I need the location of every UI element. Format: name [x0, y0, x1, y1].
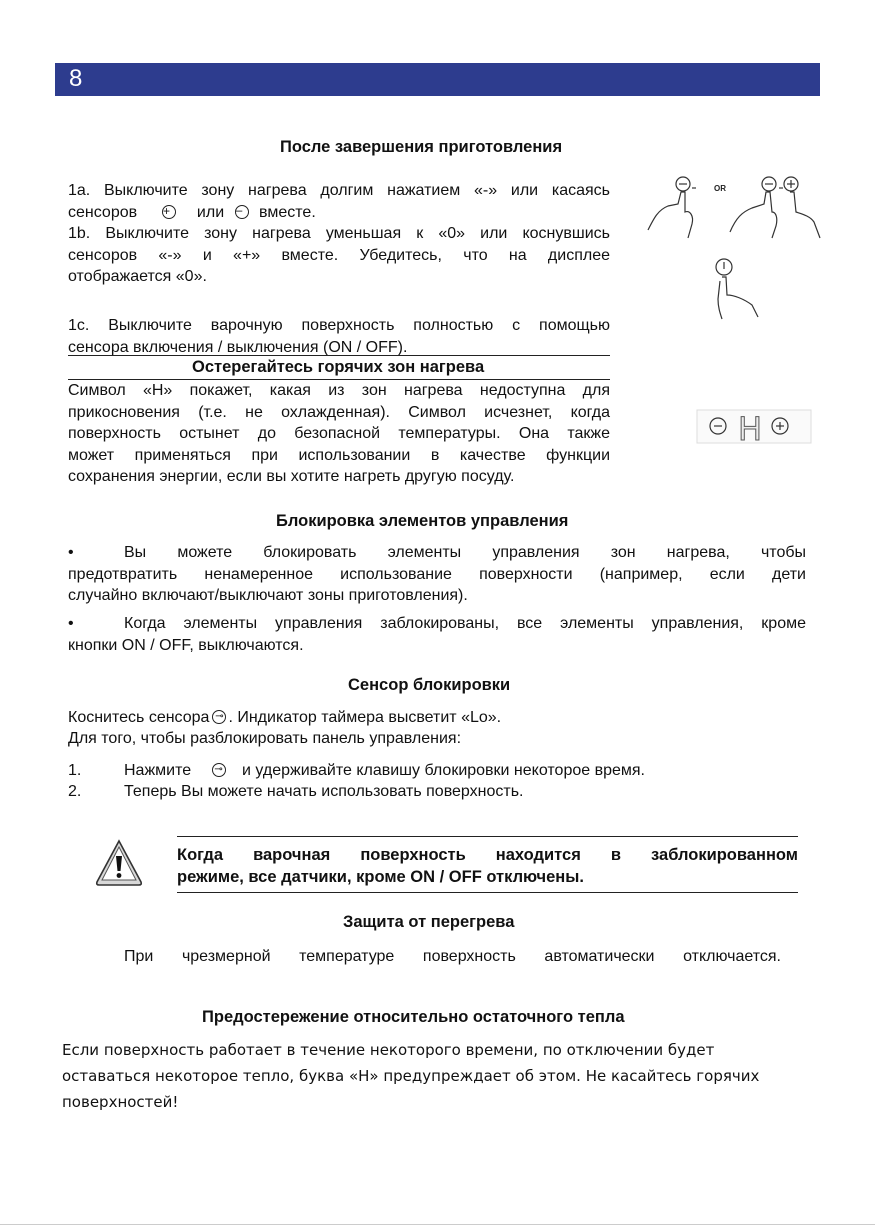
step-1 — [68, 760, 645, 781]
text-line: оставаться некоторое тепло, буква «H» предупреждает об этом. Не касайтесь горячих — [62, 1067, 760, 1085]
text-line: отображается «0». — [68, 268, 207, 285]
section-title-after-cooking: После завершения приготовления — [280, 138, 563, 156]
bullet-item-1 — [68, 542, 806, 607]
text-fragment: и удерживайте клавишу блокировки некоторое время. — [242, 762, 645, 779]
step-number: 2. — [68, 783, 82, 800]
page-number: 8 — [69, 65, 83, 92]
hand-touch-power-figure — [708, 255, 768, 325]
text-line: прикосновения (т.е. не охлажденная). Символ исчезнет, когда — [68, 403, 610, 421]
hand-touch-minus-or-both-figure — [648, 172, 828, 242]
text-line: 1a. Выключите зону нагрева долгим нажатием «-» или касаясь — [68, 182, 610, 199]
paragraph-1c — [68, 315, 610, 358]
text-fragment: вместе. — [259, 203, 316, 221]
paragraph-1a-1b — [68, 180, 610, 288]
step-2 — [68, 781, 524, 802]
text-line: сенсоров «-» и «+» вместе. Убедитесь, что на дисплее — [68, 246, 610, 264]
text-line: 1c. Выключите варочную поверхность полностью с помощью — [68, 317, 610, 334]
step-text — [124, 760, 645, 781]
text-line: Вы можете блокировать элементы управления зон нагрева, чтобы — [124, 544, 806, 561]
paragraph-hot-zones — [68, 380, 610, 488]
key-lock-icon — [212, 763, 226, 777]
text-fragment: . Индикатор таймера высветит «Lo». — [228, 709, 502, 726]
divider — [68, 355, 610, 356]
section-title-residual-heat: Предостережение относительно остаточного тепла — [202, 1008, 625, 1026]
text-line: случайно включают/выключают зоны приготовления). — [68, 587, 468, 604]
section-title-lock: Блокировка элементов управления — [276, 512, 569, 530]
text-line: сенсора включения / выключения (ON / OFF). — [68, 338, 408, 356]
overheat-text — [124, 946, 781, 968]
section-title-lock-sensor: Сенсор блокировки — [348, 676, 511, 694]
divider — [177, 836, 798, 837]
text-line: Символ «H» покажет, какая из зон нагрева недоступна для — [68, 382, 610, 399]
footer-rule — [0, 1224, 875, 1225]
bullet: • — [68, 615, 74, 632]
text-line: 1b. Выключите зону нагрева уменьшая к «0» или коснувшись — [68, 225, 610, 242]
divider — [177, 892, 798, 893]
text-fragment: или — [196, 203, 225, 221]
text-line: поверхность остынет до безопасной температуры. Она также — [68, 425, 610, 442]
text-line — [68, 202, 610, 224]
text-line: поверхностей! — [62, 1093, 179, 1111]
display-letter: H — [738, 410, 763, 448]
step-number: 1. — [68, 762, 82, 779]
warning-text — [177, 844, 798, 888]
text-line: Когда варочная поверхность находится в заблокированном — [177, 846, 798, 864]
minus-sensor-icon — [235, 205, 249, 219]
bullet: • — [68, 544, 74, 561]
text-fragment: Коснитесь сенсора — [68, 709, 210, 726]
bullet-item-2 — [68, 613, 806, 656]
text-fragment: сенсоров — [68, 203, 138, 221]
or-label: OR — [714, 184, 726, 193]
residual-heat-text — [62, 1037, 822, 1115]
text-fragment: Нажмите — [124, 762, 192, 779]
plus-sensor-icon — [162, 205, 176, 219]
section-title-overheat: Защита от перегрева — [343, 913, 515, 931]
text-line: предотвратить ненамеренное использование поверхности (например, если дети — [68, 565, 806, 583]
key-lock-icon — [212, 710, 226, 724]
text-line: Когда элементы управления заблокированы, все элементы управления, кроме — [124, 615, 806, 632]
text-line: кнопки ON / OFF, выключаются. — [68, 636, 304, 654]
text-line: может применяться при использовании в качестве функции — [68, 446, 610, 464]
text-line: сохранения энергии, если вы хотите нагреть другую посуду. — [68, 468, 515, 485]
display-h-figure — [697, 410, 812, 448]
lock-sensor-line-2: Для того, чтобы разблокировать панель управления: — [68, 730, 462, 747]
step-text: Теперь Вы можете начать использовать поверхность. — [124, 783, 524, 800]
page-header-bar — [55, 63, 820, 96]
lock-sensor-line-1 — [68, 707, 501, 728]
warning-triangle-icon — [94, 838, 144, 888]
text-line: Если поверхность работает в течение некоторого времени, по отключении будет — [62, 1041, 715, 1059]
text-line: При чрезмерной температуре поверхность автоматически отключается. — [124, 948, 781, 965]
section-title-hot-zones: Остерегайтесь горячих зон нагрева — [192, 358, 485, 376]
text-line: режиме, все датчики, кроме ON / OFF отключены. — [177, 868, 584, 886]
